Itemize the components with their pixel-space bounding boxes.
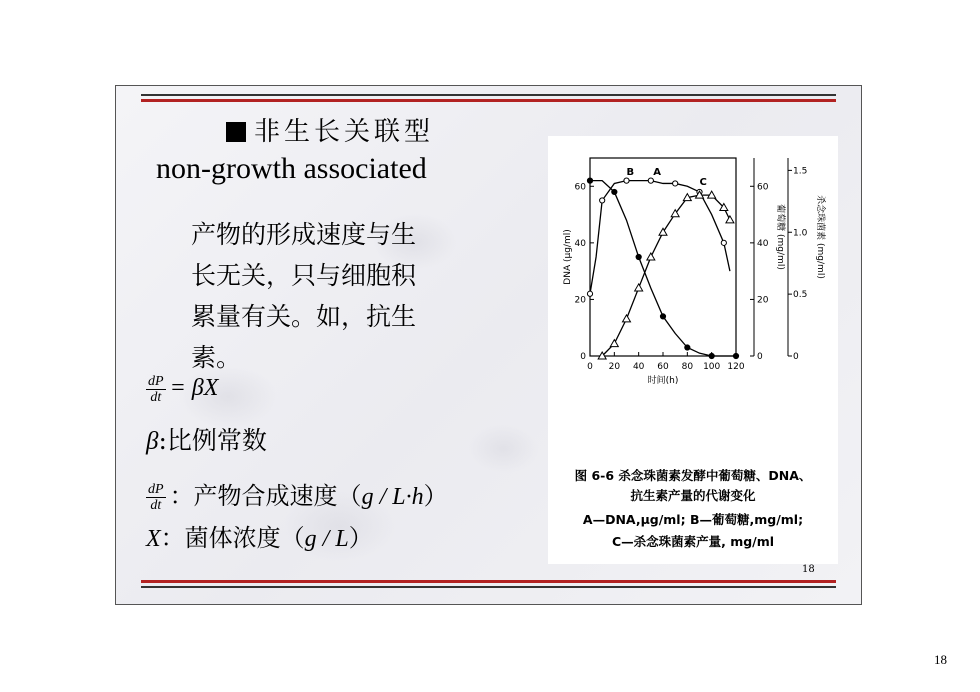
point-A — [600, 198, 605, 203]
y-mid-tick-label: 40 — [757, 238, 769, 249]
paragraph-line: 长无关，只与细胞积 — [191, 261, 417, 290]
y-mid-axis-label: 葡萄糖 (mg/ml) — [775, 204, 785, 270]
x-tick-label: 60 — [657, 362, 669, 372]
point-A — [673, 181, 678, 186]
series-label-B: B — [626, 166, 635, 178]
series-line-B — [590, 181, 736, 356]
y-mid-tick-label: 0 — [757, 352, 763, 362]
frac-num: dP — [148, 374, 164, 389]
caption-line-3: A—DNA,μg/ml; B—葡萄糖,mg/ml; — [582, 512, 804, 527]
point-A — [624, 178, 629, 183]
paragraph-line: 产物的形成速度与生 — [191, 220, 417, 249]
page-number: 18 — [934, 652, 947, 667]
series-line-C — [602, 195, 730, 356]
rate-formula — [146, 374, 218, 405]
x-tick-label: 20 — [608, 362, 621, 372]
y-left-tick-label: 20 — [574, 295, 586, 306]
point-B — [587, 178, 592, 183]
beta-definition — [146, 421, 267, 457]
x-axis-label: 时间(h) — [647, 376, 679, 386]
caption-line-1: 图 6-6 杀念珠菌素发酵中葡萄糖、DNA、 — [574, 468, 812, 483]
y-mid-tick-label: 60 — [757, 182, 769, 193]
y-right-tick-label: 0.5 — [793, 290, 808, 301]
inner-page-number: 18 — [802, 564, 815, 575]
point-A — [587, 291, 592, 296]
rate-close: ） — [423, 482, 448, 510]
frac-num: dP — [148, 482, 164, 497]
rate-unit: g / L·h — [361, 484, 424, 510]
dp-dt-fraction-2 — [146, 482, 166, 513]
y-mid-tick-label: 20 — [757, 295, 769, 306]
y-right-tick-label: 1.5 — [793, 166, 808, 177]
series-label-A: A — [653, 166, 662, 178]
paragraph-line: 素。 — [191, 343, 242, 372]
x-tick-label: 0 — [587, 362, 593, 372]
point-B — [636, 254, 641, 259]
point-B — [733, 353, 738, 358]
x-text: ：菌体浓度（ — [160, 524, 305, 552]
point-C — [726, 216, 734, 223]
point-B — [709, 353, 714, 358]
frac-den: dt — [150, 498, 162, 513]
figure-panel — [548, 136, 838, 564]
x-tick-label: 100 — [703, 362, 721, 372]
rate-text: ：产物合成速度（ — [169, 482, 362, 510]
x-tick-label: 120 — [727, 362, 745, 372]
beta-symbol: β — [146, 428, 159, 455]
bottom-rule-red — [141, 580, 836, 583]
slide — [115, 85, 862, 605]
beta-text: :比例常数 — [158, 426, 267, 455]
y-left-axis-label: DNA (μg/ml) — [563, 229, 573, 285]
x-definition — [146, 518, 373, 553]
point-C — [635, 284, 643, 291]
title-cn-text: 非生长关联型 — [254, 117, 435, 147]
bottom-rule — [141, 586, 836, 588]
paragraph-line: 累量有关。如，抗生 — [191, 302, 417, 331]
x-symbol: X — [146, 526, 161, 552]
y-left-tick-label: 40 — [574, 238, 586, 249]
point-B — [612, 189, 617, 194]
point-A — [721, 240, 726, 245]
caption-line-4: C—杀念珠菌素产量, mg/ml — [611, 534, 775, 549]
y-right-tick-label: 1.0 — [793, 228, 808, 239]
slide-title-en: non-growth associated — [156, 152, 427, 185]
y-right-axis-label: 杀念珠菌素 (mg/ml) — [815, 195, 825, 279]
point-C — [659, 228, 667, 235]
point-C — [647, 253, 655, 260]
point-C — [623, 315, 631, 322]
rate-definition — [146, 476, 448, 513]
y-right-tick-label: 0 — [793, 352, 799, 362]
point-A — [648, 178, 653, 183]
x-close: ） — [348, 524, 373, 552]
y-left-tick-label: 0 — [580, 352, 586, 362]
point-C — [610, 340, 618, 347]
point-B — [660, 314, 665, 319]
top-rule-red — [141, 99, 836, 102]
top-rule — [141, 94, 836, 96]
series-label-C: C — [699, 177, 707, 189]
formula-rhs: = βX — [169, 375, 219, 402]
x-tick-label: 80 — [681, 362, 694, 372]
point-B — [685, 345, 690, 350]
slide-title-cn — [226, 111, 434, 148]
x-unit: g / L — [304, 526, 349, 552]
frac-den: dt — [150, 390, 162, 405]
caption-line-2: 抗生素产量的代谢变化 — [630, 488, 756, 503]
bullet-square-icon — [226, 122, 246, 142]
dp-dt-fraction — [146, 374, 166, 405]
fermentation-chart — [548, 136, 838, 476]
description-paragraph — [191, 214, 511, 378]
y-left-tick-label: 60 — [574, 182, 586, 193]
x-tick-label: 40 — [632, 362, 645, 372]
